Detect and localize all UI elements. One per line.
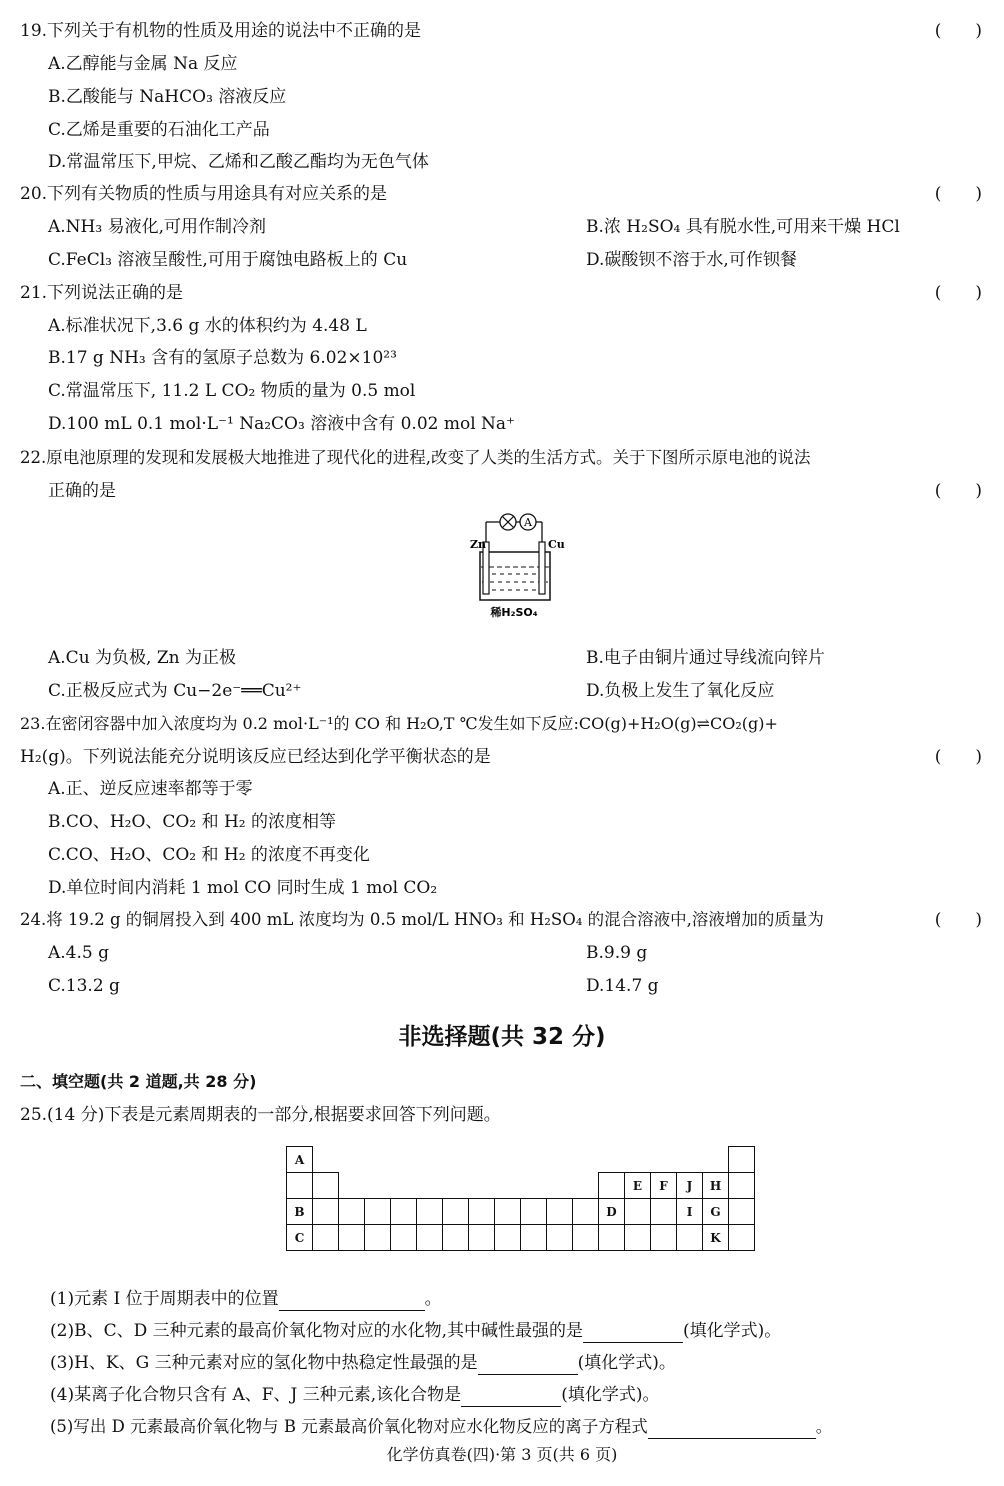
q25-sub3-end: (填化学式)。 — [577, 1353, 676, 1373]
ammeter-label: A — [524, 516, 532, 529]
answer-blank[interactable] — [583, 1324, 683, 1343]
element-cell-d: D — [599, 1199, 625, 1225]
element-cell-empty — [573, 1199, 599, 1225]
q19-option-d: D.常温常压下,甲烷、乙烯和乙酸乙酯均为无色气体 — [48, 152, 429, 172]
q20-option-b: B.浓 H₂SO₄ 具有脱水性,可用来干燥 HCl — [586, 217, 900, 237]
element-cell-empty — [365, 1199, 391, 1225]
element-cell-a: A — [287, 1147, 313, 1173]
q24-answer-paren: ( ) — [934, 910, 982, 930]
element-cell-empty — [443, 1199, 469, 1225]
q24-option-b: B.9.9 g — [586, 943, 648, 963]
q20-option-d: D.碳酸钡不溶于水,可作钡餐 — [586, 250, 797, 270]
q22-option-d: D.负极上发生了氧化反应 — [586, 681, 775, 701]
q23-stem-line2: H₂(g)。下列说法能充分说明该反应已经达到化学平衡状态的是 — [20, 747, 491, 767]
element-cell-empty — [313, 1173, 339, 1199]
element-cell-empty — [599, 1173, 625, 1199]
q25-sub1-text: (1)元素 I 位于周期表中的位置 — [50, 1289, 279, 1309]
q20-answer-paren: ( ) — [934, 184, 982, 204]
periodic-table-fragment — [286, 1146, 755, 1251]
q25-sub2-end: (填化学式)。 — [683, 1321, 782, 1341]
page-footer: 化学仿真卷(四)·第 3 页(共 6 页) — [386, 1445, 618, 1464]
answer-blank[interactable] — [461, 1388, 561, 1407]
element-cell-empty — [521, 1225, 547, 1251]
cu-label: Cu — [548, 538, 565, 551]
element-cell-empty — [339, 1199, 365, 1225]
answer-blank[interactable] — [648, 1420, 816, 1439]
answer-blank[interactable] — [279, 1292, 425, 1311]
q20-option-a: A.NH₃ 易液化,可用作制冷剂 — [48, 217, 267, 237]
element-cell-c: C — [287, 1225, 313, 1251]
element-cell-j: J — [677, 1173, 703, 1199]
element-cell-empty — [729, 1225, 755, 1251]
q24-option-a: A.4.5 g — [48, 943, 110, 963]
element-cell-empty — [391, 1199, 417, 1225]
q19-answer-paren: ( ) — [934, 21, 982, 41]
zn-label: Zn — [470, 538, 487, 551]
q25-sub4-end: (填化学式)。 — [561, 1385, 660, 1405]
q22-answer-paren: ( ) — [934, 481, 982, 501]
q19-stem: 19.下列关于有机物的性质及用途的说法中不正确的是 — [20, 21, 422, 41]
element-cell-empty — [651, 1199, 677, 1225]
q24-option-c: C.13.2 g — [48, 976, 120, 996]
element-cell-h: H — [703, 1173, 729, 1199]
element-cell-empty — [625, 1225, 651, 1251]
ammeter-icon — [520, 514, 536, 530]
element-cell-k: K — [703, 1225, 729, 1251]
part2-title: 非选择题(共 32 分) — [398, 1024, 606, 1050]
q21-stem: 21.下列说法正确的是 — [20, 283, 184, 303]
cu-electrode — [539, 542, 545, 594]
q25-sub3 — [50, 1351, 676, 1375]
q20-option-c: C.FeCl₃ 溶液呈酸性,可用于腐蚀电路板上的 Cu — [48, 250, 408, 270]
q22-stem-line2: 正确的是 — [48, 481, 116, 501]
section2-heading: 二、填空题(共 2 道题,共 28 分) — [20, 1072, 257, 1091]
q24-option-d: D.14.7 g — [586, 976, 659, 996]
q21-option-c: C.常温常压下, 11.2 L CO₂ 物质的量为 0.5 mol — [48, 381, 416, 401]
element-cell-empty — [547, 1225, 573, 1251]
q22-stem-line1: 22.原电池原理的发现和发展极大地推进了现代化的进程,改变了人类的生活方式。关于下图所示原电池的说法 — [20, 448, 811, 467]
q25-sub4-text: (4)某离子化合物只含有 A、F、J 三种元素,该化合物是 — [50, 1385, 462, 1405]
element-cell-empty — [729, 1147, 755, 1173]
q23-answer-paren: ( ) — [934, 747, 982, 767]
element-cell-e: E — [625, 1173, 651, 1199]
element-cell-empty — [729, 1173, 755, 1199]
q24-stem: 24.将 19.2 g 的铜屑投入到 400 mL 浓度均为 0.5 mol/L HNO₃ 和 H₂SO₄ 的混合溶液中,溶液增加的质量为 — [20, 910, 824, 929]
q23-option-b: B.CO、H₂O、CO₂ 和 H₂ 的浓度相等 — [48, 812, 337, 832]
q23-option-d: D.单位时间内消耗 1 mol CO 同时生成 1 mol CO₂ — [48, 878, 438, 898]
lamp-icon — [500, 514, 516, 530]
element-cell-empty — [287, 1173, 313, 1199]
element-cell-b: B — [287, 1199, 313, 1225]
element-cell-empty — [443, 1225, 469, 1251]
q21-option-a: A.标准状况下,3.6 g 水的体积约为 4.48 L — [48, 316, 367, 336]
q23-stem-line1: 23.在密闭容器中加入浓度均为 0.2 mol·L⁻¹的 CO 和 H₂O,T ℃发生如下反应:CO(g)+H₂O(g)⇌CO₂(g)+ — [20, 714, 778, 733]
element-cell-empty — [313, 1225, 339, 1251]
q23-option-a: A.正、逆反应速率都等于零 — [48, 779, 253, 799]
solution-label: 稀H₂SO₄ — [490, 606, 538, 619]
element-cell-empty — [547, 1199, 573, 1225]
q25-sub2 — [50, 1319, 781, 1343]
q25-sub4 — [50, 1383, 659, 1407]
q25-sub5-end: 。 — [815, 1417, 833, 1436]
element-cell-empty — [573, 1225, 599, 1251]
element-cell-empty — [469, 1225, 495, 1251]
element-cell-empty — [677, 1225, 703, 1251]
q25-sub2-text: (2)B、C、D 三种元素的最高价氧化物对应的水化物,其中碱性最强的是 — [50, 1321, 584, 1341]
element-cell-f: F — [651, 1173, 677, 1199]
q19-option-a: A.乙醇能与金属 Na 反应 — [48, 54, 238, 74]
element-cell-empty — [495, 1225, 521, 1251]
q21-option-b: B.17 g NH₃ 含有的氢原子总数为 6.02×10²³ — [48, 348, 397, 368]
element-cell-empty — [651, 1225, 677, 1251]
q19-option-b: B.乙酸能与 NaHCO₃ 溶液反应 — [48, 87, 287, 107]
q25-sub1-end: 。 — [424, 1289, 442, 1309]
q22-option-b: B.电子由铜片通过导线流向锌片 — [586, 648, 825, 668]
element-cell-empty — [417, 1225, 443, 1251]
element-cell-empty — [313, 1199, 339, 1225]
q21-answer-paren: ( ) — [934, 283, 982, 303]
q25-sub5-text: (5)写出 D 元素最高价氧化物与 B 元素最高价氧化物对应水化物反应的离子方程式 — [50, 1417, 648, 1436]
element-cell-g: G — [703, 1199, 729, 1225]
element-cell-empty — [729, 1199, 755, 1225]
element-cell-empty — [417, 1199, 443, 1225]
element-cell-empty — [599, 1225, 625, 1251]
element-cell-empty — [625, 1199, 651, 1225]
q25-sub3-text: (3)H、K、G 三种元素对应的氢化物中热稳定性最强的是 — [50, 1353, 478, 1373]
answer-blank[interactable] — [478, 1356, 578, 1375]
element-cell-empty — [365, 1225, 391, 1251]
q22-option-a: A.Cu 为负极, Zn 为正极 — [48, 648, 237, 668]
q21-option-d: D.100 mL 0.1 mol·L⁻¹ Na₂CO₃ 溶液中含有 0.02 mol Na⁺ — [48, 414, 516, 434]
q23-option-c: C.CO、H₂O、CO₂ 和 H₂ 的浓度不再变化 — [48, 845, 370, 865]
element-cell-empty — [495, 1199, 521, 1225]
element-cell-empty — [391, 1225, 417, 1251]
element-cell-empty — [521, 1199, 547, 1225]
q25-stem: 25.(14 分)下表是元素周期表的一部分,根据要求回答下列问题。 — [20, 1105, 501, 1125]
q22-option-c: C.正极反应式为 Cu−2e⁻══Cu²⁺ — [48, 681, 302, 701]
q20-stem: 20.下列有关物质的性质与用途具有对应关系的是 — [20, 184, 388, 204]
element-cell-i: I — [677, 1199, 703, 1225]
element-cell-empty — [339, 1225, 365, 1251]
q25-sub5 — [50, 1415, 832, 1439]
q25-sub1 — [50, 1287, 442, 1311]
element-cell-empty — [469, 1199, 495, 1225]
q19-option-c: C.乙烯是重要的石油化工产品 — [48, 120, 270, 140]
galvanic-cell-figure — [462, 512, 574, 624]
